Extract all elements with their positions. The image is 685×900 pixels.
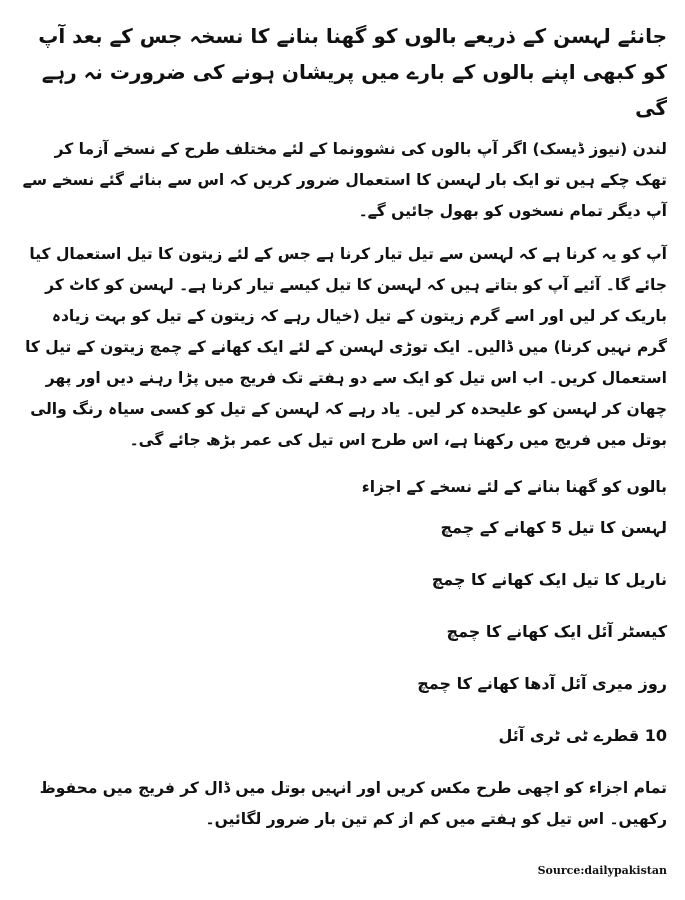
article-headline: جانئے لہسن کے ذریعے بالوں کو گھنا بنانے کا نسخہ جس کے بعد آپ کو کبھی اپنے بالوں کے بارے میں پریشان ہونے کی ضرورت نہ رہے گی bbox=[38, 24, 667, 120]
ingredients-list bbox=[18, 513, 667, 751]
ingredient-item: ناریل کا تیل ایک کھانے کا چمچ bbox=[431, 570, 667, 589]
ingredients-title: بالوں کو گھنا بنانے کے لئے نسخے کے اجزاء bbox=[361, 478, 667, 496]
article-body-paragraph: آپ کو یہ کرنا ہے کہ لہسن سے تیل تیار کرنا ہے جس کے لئے زیتون کا تیل استعمال کیا جائے گا۔ آئیے آپ کو بتاتے ہیں کہ لہسن کا تیل کیسے تیار کرنا ہے۔ لہسن کو کاٹ کر باریک کر لیں اور اسے گرم زیتون کے تیل (خیال رہے کہ زیتون کے تیل کو بہت زیادہ گرم نہیں کرنا) میں ڈالیں۔ ایک توڑی لہسن کے لئے ایک کھانے کے چمچ زیتون کے تیل کا استعمال کریں۔ اب اس تیل کو ایک سے دو ہفتے تک فریج میں پڑا رہنے دیں اور پھر چھان کر لہسن کو علیحدہ کر لیں۔ یاد رہے کہ لہسن کے تیل کو کسی سیاہ رنگ والی بوتل میں فریج میں رکھنا ہے، اس طرح اس تیل کی عمر بڑھ جائے گی۔ bbox=[25, 245, 667, 449]
ingredient-item: کیسٹر آئل ایک کھانے کا چمچ bbox=[446, 622, 667, 641]
article-closing-paragraph: تمام اجزاء کو اچھی طرح مکس کریں اور انہیں بوتل میں ڈال کر فریج میں محفوظ رکھیں۔ اس تیل کو ہفتے میں کم از کم تین بار ضرور لگائیں۔ bbox=[39, 779, 667, 828]
source-credit: Source:dailypakistan bbox=[537, 864, 667, 877]
ingredient-item: روز میری آئل آدھا کھانے کا چمچ bbox=[417, 674, 667, 693]
ingredient-item: لہسن کا تیل 5 کھانے کے چمچ bbox=[440, 518, 667, 537]
ingredient-item: 10 قطرے ٹی ٹری آئل bbox=[498, 726, 667, 745]
article-lead-paragraph: لندن (نیوز ڈیسک) اگر آپ بالوں کی نشوونما کے لئے مختلف طرح کے نسخے آزما کر تھک چکے ہیں تو ایک بار لہسن کا استعمال ضرور کریں کہ اس سے بنائے گئے نسخے سے آپ دیگر تمام نسخوں کو بھول جائیں گے۔ bbox=[22, 140, 667, 220]
